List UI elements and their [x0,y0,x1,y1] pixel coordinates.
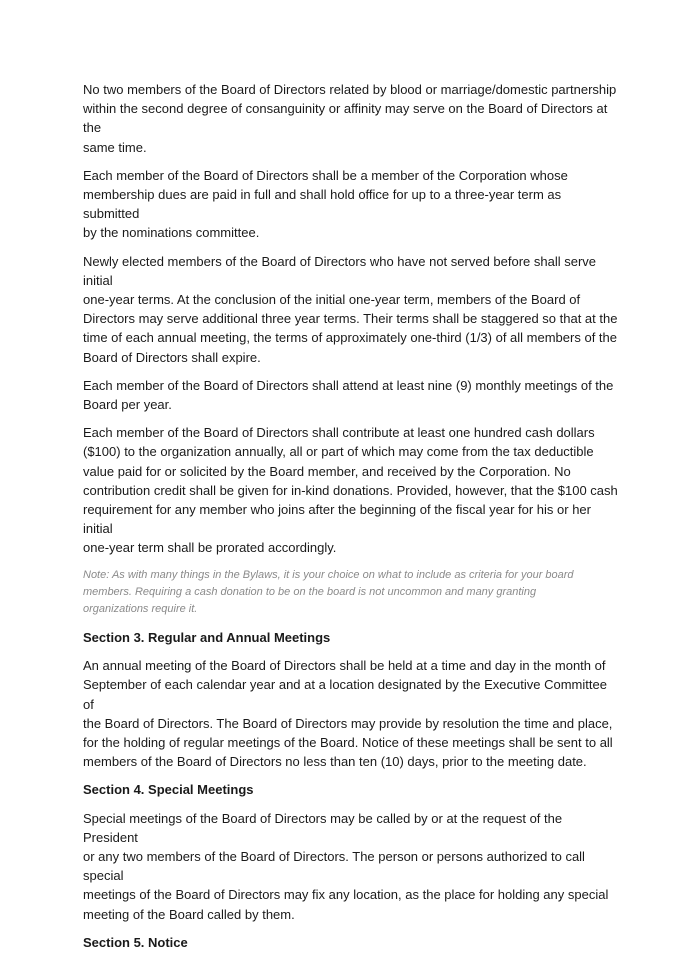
section-5-heading: Section 5. Notice [83,934,188,950]
note-cash-donation: Note: As with many things in the Bylaws, it is your choice on what to include as criteria for your board members. Requiring a cash donation to be on the board is not uncommon and many granting organizations require it. [83,568,574,616]
section-4-text: Special meetings of the Board of Directors may be called by or at the request of the President or any two members of the Board of Directors. The person or persons authorized to call special meetings of the Board of Directors may fix any location, as the place for holding any special meeting of the Board called by them. [83,810,609,922]
section-3-text: An annual meeting of the Board of Directors shall be held at a time and day in the month of September of each calendar year and at a location designated by the Executive Committee of the Board of Directors. The Board of Directors may provide by resolution the time and place, for the holding of regular meetings of the Board. Notice of these meetings shall be sent to all members of the Board of Directors no less than ten (10) days, prior to the meeting date. [83,658,613,770]
paragraph-contribution: Each member of the Board of Directors shall contribute at least one hundred cash dollars ($100) to the organization annually, all or part of which may come from the tax deductible value paid for or solicited by the Board member, and received by the Corporation. No contribution credit shall be given for in-kind donations. Provided, however, that the $100 cash requirement for any member who joins after the beginning of the fiscal year for his or her initial one-year term shall be prorated accordingly. [83,425,618,556]
section-3-heading: Section 3. Regular and Annual Meetings [83,629,331,645]
paragraph-attendance: Each member of the Board of Directors shall attend at least nine (9) monthly meetings of the Board per year. [83,377,614,413]
document-page [83,80,619,961]
paragraph-membership-term: Each member of the Board of Directors shall be a member of the Corporation whose membership dues are paid in full and shall hold office for up to a three-year term as submitted by the nominations committee. [83,167,568,241]
paragraph-related-members: No two members of the Board of Directors related by blood or marriage/domestic partnership within the second degree of consanguinity or affinity may serve on the Board of Directors at the same time. [83,82,617,155]
paragraph-staggered-terms: Newly elected members of the Board of Directors who have not served before shall serve initial one-year terms. At the conclusion of the initial one-year term, members of the Board of Directors may serve additional three year terms. Their terms shall be staggered so that at the time of each annual meeting, the terms of approximately one-third (1/3) of all members of the Board of Directors shall expire. [83,253,618,365]
section-4-heading: Section 4. Special Meetings [83,782,254,798]
